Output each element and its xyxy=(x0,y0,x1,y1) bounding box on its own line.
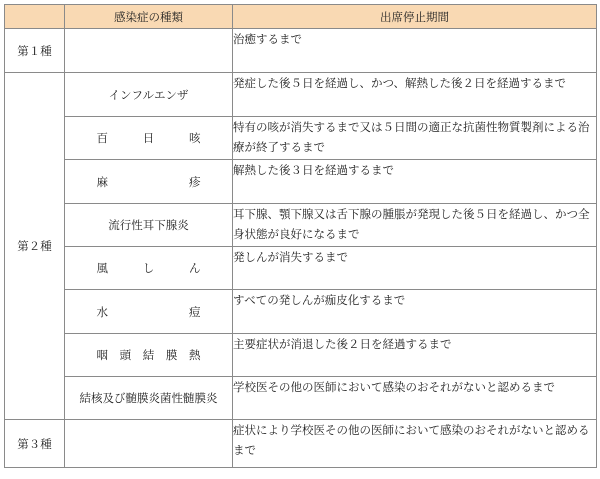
table-row xyxy=(5,160,597,204)
category-type2: 第２種 xyxy=(5,73,65,420)
disease-name xyxy=(65,73,233,117)
header-disease-type: 感染症の種類 xyxy=(65,5,233,29)
disease-name xyxy=(65,160,233,204)
disease-label: 水痘 xyxy=(96,304,201,319)
table-header-row xyxy=(5,5,597,29)
attendance-suspension-table xyxy=(4,4,597,468)
period-cell: 発症した後５日を経過し、かつ、解熱した後２日を経過するまで xyxy=(233,73,597,117)
disease-label: 麻疹 xyxy=(96,174,201,189)
disease-label: 咽頭結膜熱 xyxy=(96,348,201,362)
period-cell: 耳下腺、顎下腺又は舌下腺の腫脹が発現した後５日を経過し、かつ全身状態が良好になるまで xyxy=(233,204,597,247)
period-cell: 主要症状が消退した後２日を経過するまで xyxy=(233,334,597,377)
disease-label: 流行性耳下腺炎 xyxy=(108,218,189,232)
period-cell: 症状により学校医その他の医師において感染のおそれがないと認めるまで xyxy=(233,420,597,468)
disease-name xyxy=(65,117,233,160)
disease-label: インフルエンザ xyxy=(108,87,189,102)
category-type1: 第１種 xyxy=(5,29,65,73)
disease-name xyxy=(65,377,233,420)
table-row xyxy=(5,73,597,117)
period-cell: すべての発しんが痂皮化するまで xyxy=(233,290,597,334)
table-row xyxy=(5,334,597,377)
disease-name xyxy=(65,290,233,334)
disease-label: 風しん xyxy=(96,261,201,275)
table-row xyxy=(5,377,597,420)
disease-name xyxy=(65,247,233,290)
table-row-type1 xyxy=(5,29,597,73)
category-type3: 第３種 xyxy=(5,420,65,468)
disease-cell-empty xyxy=(65,420,233,468)
disease-name xyxy=(65,334,233,377)
table-row xyxy=(5,117,597,160)
header-category xyxy=(5,5,65,29)
table-row-type3 xyxy=(5,420,597,468)
disease-cell-empty xyxy=(65,29,233,73)
table-row xyxy=(5,247,597,290)
period-cell: 発しんが消失するまで xyxy=(233,247,597,290)
disease-label: 百日咳 xyxy=(96,131,201,145)
period-cell: 学校医その他の医師において感染のおそれがないと認めるまで xyxy=(233,377,597,420)
header-suspension-period: 出席停止期間 xyxy=(233,5,597,29)
period-cell: 治癒するまで xyxy=(233,29,597,73)
table-row xyxy=(5,204,597,247)
disease-label: 結核及び髄膜炎菌性髄膜炎 xyxy=(79,391,218,405)
period-cell: 特有の咳が消失するまで又は５日間の適正な抗菌性物質製剤による治療が終了するまで xyxy=(233,117,597,160)
disease-name xyxy=(65,204,233,247)
table-row xyxy=(5,290,597,334)
period-cell: 解熱した後３日を経過するまで xyxy=(233,160,597,204)
